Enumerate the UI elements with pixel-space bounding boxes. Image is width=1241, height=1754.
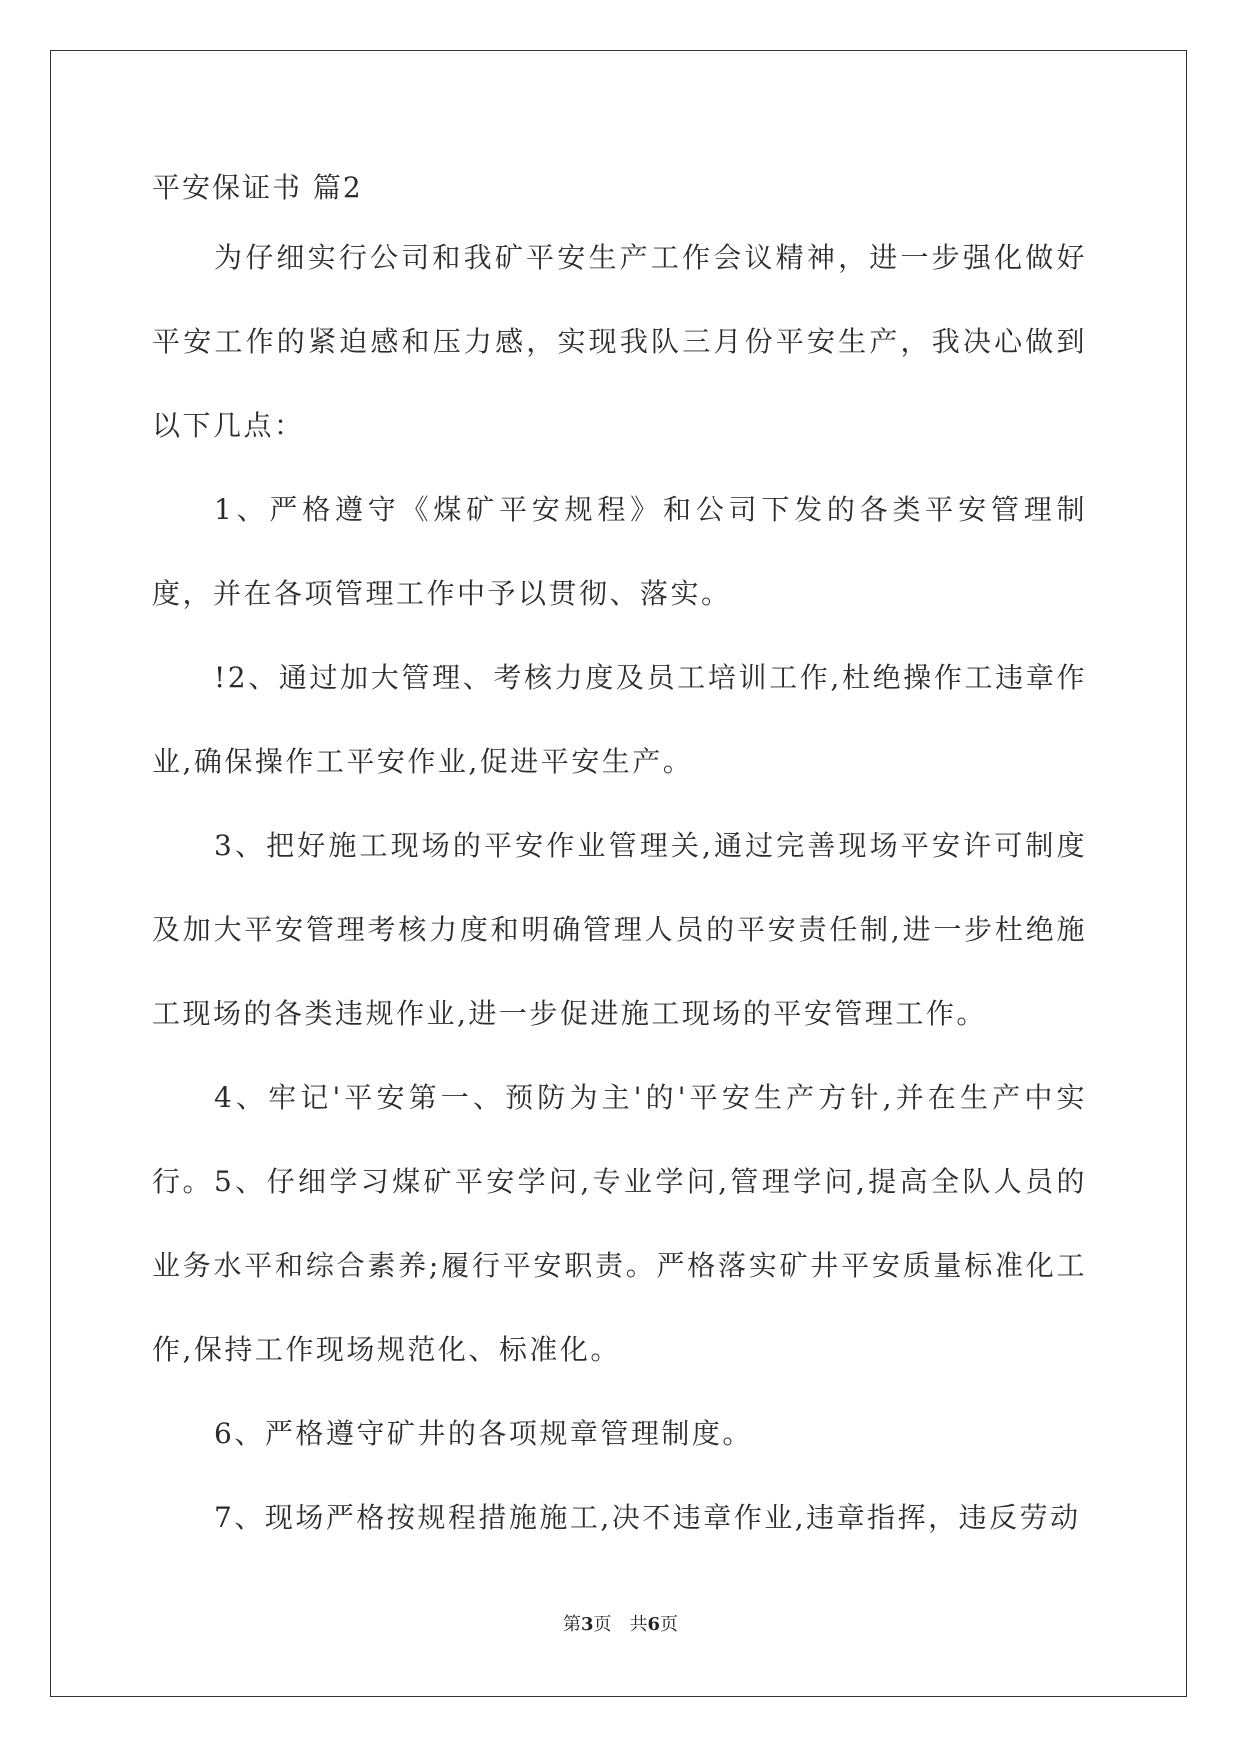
footer-page-total: 6: [647, 1614, 661, 1635]
paragraph-item-3: 3、把好施工现场的平安作业管理关,通过完善现场平安许可制度及加大平安管理考核力度和明确管理人员的平安责任制,进一步杜绝施工现场的各类违规作业,进一步促进施工现场的平安管理工作。: [152, 829, 1087, 1030]
paragraph-item-6: 6、严格遵守矿井的各项规章管理制度。: [214, 1417, 753, 1450]
footer-prefix: 第: [562, 1614, 581, 1635]
footer-page-current: 3: [580, 1614, 594, 1635]
footer-mid: 页 共: [593, 1614, 648, 1635]
paragraph-intro: 为仔细实行公司和我矿平安生产工作会议精神，进一步强化做好平安工作的紧迫感和压力感，实现我队三月份平安生产，我决心做到以下几点：: [152, 241, 1087, 442]
paragraph-item-5: 5、仔细学习煤矿平安学问,专业学问,管理学问,提高全队人员的业务水平和综合素养;履行平安职责。严格落实矿井平安质量标准化工作,保持工作现场规范化、标准化。: [152, 1165, 1087, 1366]
paragraph-item-4: 4、牢记'平安第一、预防为主'的'平安生产方针,并在生产中实行。: [152, 1081, 1087, 1198]
footer-suffix: 页: [660, 1614, 679, 1635]
document-title: 平安保证书 篇2: [152, 171, 363, 204]
page-footer: [0, 1610, 1241, 1636]
paragraph-item-7: 7、现场严格按规程措施施工,决不违章作业,违章指挥，违反劳动: [214, 1501, 1081, 1534]
paragraph-item-2: !2、通过加大管理、考核力度及员工培训工作,杜绝操作工违章作业,确保操作工平安作业,促进平安生产。: [152, 661, 1087, 778]
paragraph-item-1: 1、严格遵守《煤矿平安规程》和公司下发的各类平安管理制度，并在各项管理工作中予以贯彻、落实。: [152, 493, 1087, 610]
